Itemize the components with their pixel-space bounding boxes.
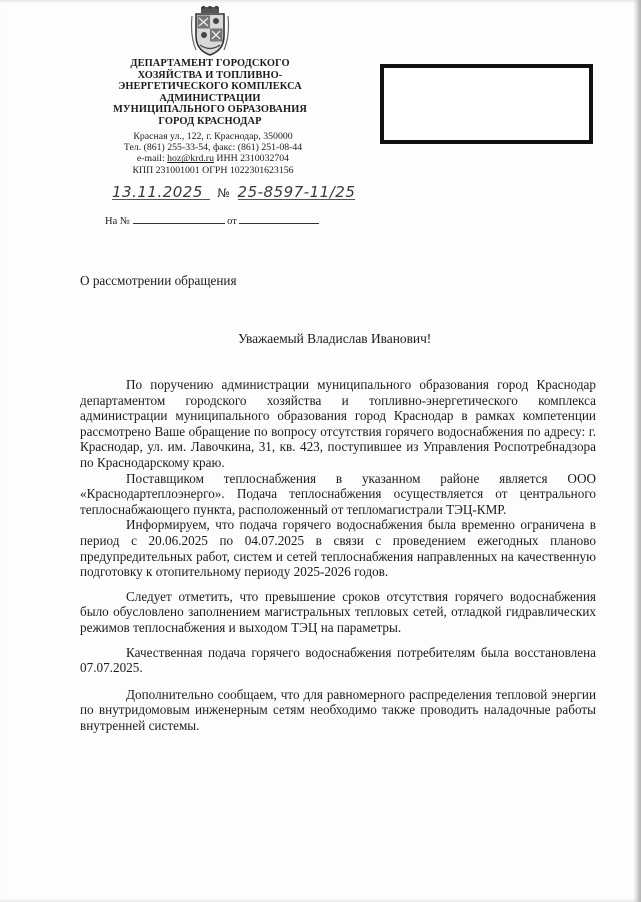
reference-from: от: [227, 216, 237, 227]
outgoing-number: 25-8597-11/25: [237, 183, 356, 201]
number-sign: №: [217, 186, 231, 200]
paragraph: Следует отметить, что превышение сроков отсутствия горячего водоснабжения было обусловлено заполнением магистральных тепловых сетей, отладкой гидравлических режимов теплоснабжения и выходом ТЭЦ на параметры.: [80, 588, 596, 635]
reference-line: [105, 214, 319, 227]
greeting: Уважаемый Владислав Иванович!: [238, 331, 432, 346]
org-line: АДМИНИСТРАЦИИ: [159, 92, 261, 104]
paragraph: Дополнительно сообщаем, что для равномерного распределения тепловой энергии по внутридомовым инженерным сетям необходимо также проводить наладочные работы внутренней системы.: [80, 686, 596, 733]
coat-of-arms-icon: [190, 6, 230, 56]
letter-subject: О рассмотрении обращения: [80, 273, 237, 288]
page-edge-shadow: [633, 0, 641, 902]
address: Красная ул., 122, г. Краснодар, 350000: [133, 131, 293, 142]
contact-block: [108, 131, 318, 176]
reference-date-blank: [239, 214, 319, 224]
paragraph: Качественная подача горячего водоснабжения потребителям была восстановлена 07.07.2025.: [80, 644, 596, 676]
paragraph: Информируем, что подача горячего водоснабжения была временно ограничена в период с 20.06.2025 по 04.07.2025 в связи с проведением ежегодных планово предупредительных работ, систем и сетей теплоснабжения направленных на качественную подготовку к отопительному периоду 2025-2026 годов.: [80, 517, 596, 580]
email-label: e-mail:: [136, 153, 168, 165]
email-link[interactable]: hoz@krd.ru: [167, 153, 214, 165]
phone-fax: Тел. (861) 255-33-54, факс: (861) 251-08-44: [123, 142, 303, 154]
org-line: ЭНЕРГЕТИЧЕСКОГО КОМПЛЕКСА: [118, 81, 302, 93]
paragraph: По поручению администрации муниципального образования город Краснодар департаментом городского хозяйства и топливно-энергетического комплекса администрации муниципального образования город Краснодар в рамках компетенции рассмотрено Ваше обращение по вопросу отсутствия горячего водоснабжения по адресу: г. Краснодар, ул. им. Лавочкина, 31, кв. 423, поступившее из Управления Роспотребнадзора по Краснодарскому краю.: [80, 377, 596, 470]
letter-body: [80, 377, 596, 733]
outgoing-registration: [112, 183, 355, 201]
outgoing-date: 13.11.2025: [112, 186, 210, 200]
reference-prefix: На №: [105, 216, 130, 227]
inn: ИНН 2310032704: [213, 153, 290, 165]
reference-number-blank: [133, 214, 225, 224]
org-line: ХОЗЯЙСТВА И ТОПЛИВНО-: [137, 69, 283, 81]
email-inn-line: [108, 153, 318, 164]
kpp-ogrn: КПП 231001001 ОГРН 1022301623156: [132, 164, 294, 176]
redacted-recipient-box: [380, 64, 593, 144]
org-line: ДЕПАРТАМЕНТ ГОРОДСКОГО: [130, 58, 290, 69]
org-line: МУНИЦИПАЛЬНОГО ОБРАЗОВАНИЯ: [113, 104, 307, 116]
department-header: [108, 58, 312, 128]
org-line: ГОРОД КРАСНОДАР: [158, 115, 262, 127]
paragraph: Поставщиком теплоснабжения в указанном районе является ООО «Краснодартеплоэнерго». Подача теплоснабжения осуществляется от центрального теплоснабжающего пункта, расположенный от тепломагистрали ТЭЦ-КМР.: [80, 470, 596, 517]
